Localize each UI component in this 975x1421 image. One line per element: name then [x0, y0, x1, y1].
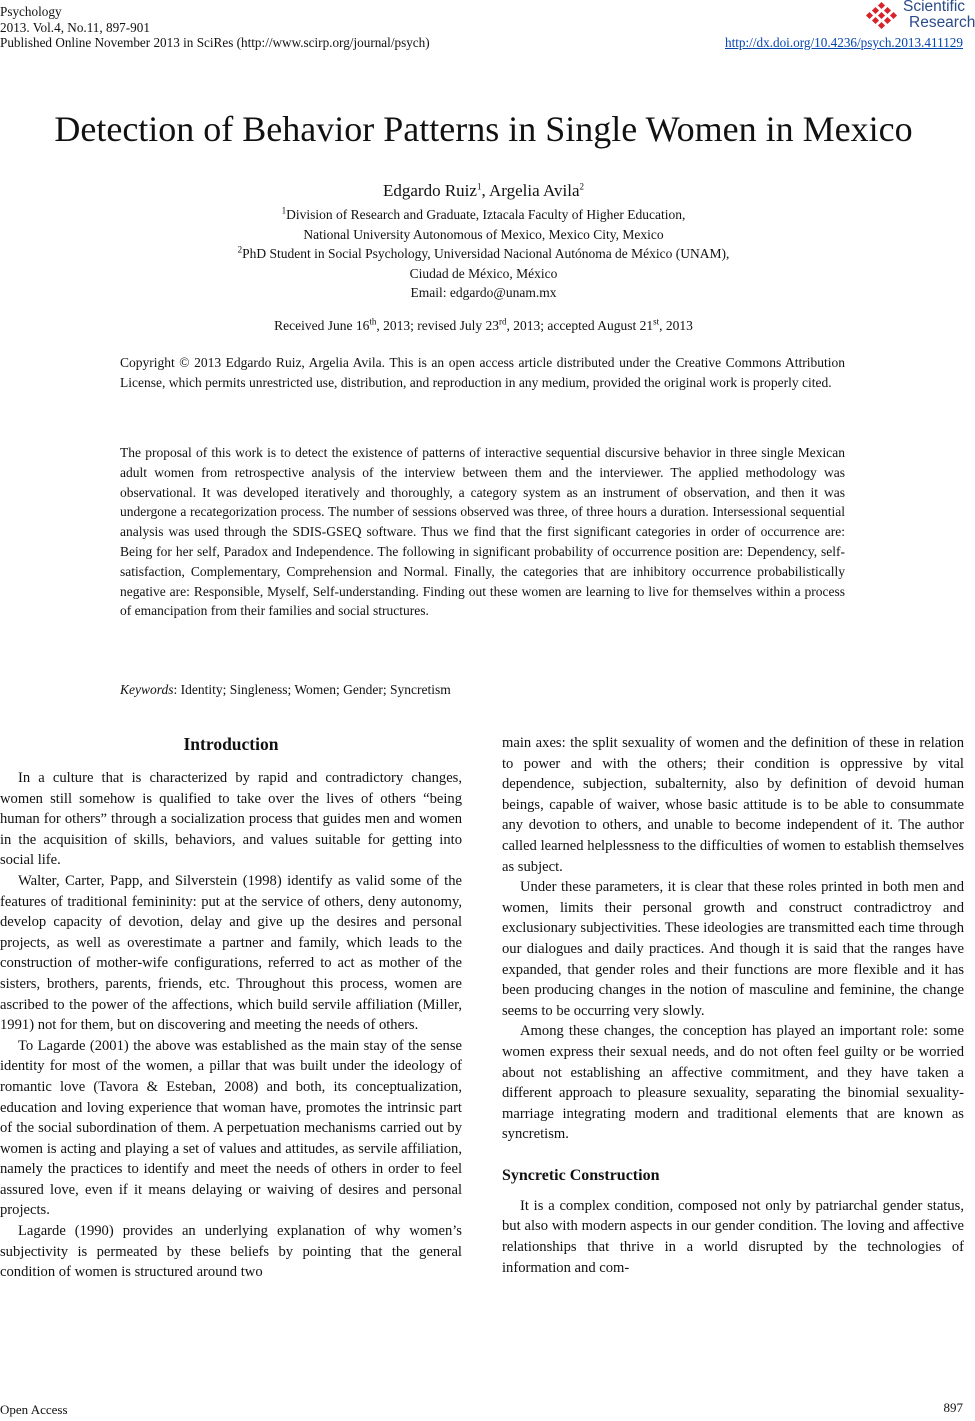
- body-paragraph: To Lagarde (2001) the above was established as the main stay of the sense identity for most of the women, a pillar that was built under the ideology of romantic love (Tavora & Esteban, 2008) and both, its conceptualization, education and loving experience that woman have, promotes the intrinsic part of the social subordination of them. A perpetuation mechanisms carried out by women is acting and playing a set of values and attitudes, as servile affiliation, namely the practices to identify and meet the needs of others in order to feel assured love, even if it means delaying or waiving of desires and personal projects.: [0, 1037, 462, 1219]
- body-paragraph: In a culture that is characterized by rapid and contradictory changes, women still somehow is qualified to take over the lives of others “being human for others” through a socialization process that guides men and women in the acquisition of skills, behaviors, and values suitable for getting into social life.: [0, 770, 462, 869]
- body-paragraph: Under these parameters, it is clear that these roles printed in both men and women, limits their personal growth and construct contradictroy and exclusionary subjectivities. These ideologies are transmitted each time through our dialogues and daily practices. And though it is said that the ranges have expanded, that gender roles and their functions are more flexible and it has been producing changes in the notion of masculine and feminine, the change seems to be occurring very slowly.: [502, 879, 964, 1019]
- body-paragraph: Among these changes, the conception has played an important role: some women express their sexual needs, and do not often feel guilty or be worried about not establishing an affective commitment, and they have taken a different approach to pleasure sexuality, separating the binomial sexuality-marriage integrating modern and traditional elements that are known as syncretism.: [502, 1023, 964, 1143]
- affiliation-marker: 1: [476, 181, 482, 192]
- section-heading-syncretic-construction: Syncretic Construction: [502, 1166, 660, 1184]
- logo-wordmark: [903, 0, 975, 31]
- date-suffix: rd: [498, 316, 507, 327]
- revised-date: , 2013; revised July 23: [376, 318, 499, 333]
- journal-name: Psychology: [0, 4, 62, 19]
- affiliation-marker: 2: [579, 181, 584, 192]
- affiliation-marker: 1: [281, 205, 287, 216]
- body-paragraph: Lagarde (1990) provides an underlying explanation of why women’s subjectivity is permeated by these beliefs by pointing that the general condition of women is structured around two: [0, 1223, 462, 1281]
- affiliation-line: National University Autonomous of Mexico, Mexico City, Mexico: [303, 226, 664, 242]
- affiliation-line: PhD Student in Social Psychology, Universidad Nacional Autónoma de México (UNAM),: [242, 246, 730, 261]
- footer-open-access: Open Access: [0, 1402, 68, 1417]
- scientific-research-logo-icon: [865, 2, 899, 32]
- date-suffix: th: [369, 316, 377, 327]
- author-name: Argelia Avila: [489, 181, 580, 200]
- journal-volume: 2013. Vol.4, No.11, 897-901: [0, 19, 150, 35]
- date-suffix: st: [653, 316, 660, 327]
- section-heading-introduction: Introduction: [183, 734, 279, 754]
- affiliation-marker: 2: [237, 244, 243, 255]
- logo-line-1: Scientific: [903, 0, 966, 15]
- keywords-label: Keywords: [120, 682, 174, 697]
- left-column: [0, 733, 462, 1283]
- running-header: [0, 4, 430, 51]
- publication-info: Published Online November 2013 in SciRes (http://www.scirp.org/journal/psych): [0, 35, 430, 50]
- author-name: Edgardo Ruiz: [382, 181, 477, 200]
- doi-link[interactable]: http://dx.doi.org/10.4236/psych.2013.411129: [725, 35, 963, 50]
- body-paragraph: main axes: the split sexuality of women and the definition of these in relation to power and with the others; their condition is oppressive by vital dependence, subjection, subalternity, also by definition of devoid human beings, capable of waiver, whose basic attitude is to be able to consummate any devotion to others, and unable to become independent of it. The author called learned helplessness to the difficulties of women to establish themselves as subject.: [502, 735, 964, 875]
- author-separator: ,: [481, 181, 489, 200]
- logo-line-2: Research: [909, 14, 975, 31]
- copyright-notice: Copyright © 2013 Edgardo Ruiz, Argelia Avila. This is an open access article distributed under the Creative Commons Attribution License, which permits unrestricted use, distribution, and reproduction in any medium, provided the original work is properly cited.: [120, 355, 845, 390]
- submission-dates: [0, 318, 967, 334]
- right-column: [502, 733, 964, 1278]
- affiliation-line: Ciudad de México, México: [409, 265, 558, 281]
- received-date: Received June 16: [274, 318, 370, 333]
- author-list: [0, 181, 967, 201]
- affiliations: [0, 205, 967, 303]
- keywords-list: : Identity; Singleness; Women; Gender; Syncretism: [173, 682, 451, 697]
- article-title: Detection of Behavior Patterns in Single Women in Mexico: [54, 109, 913, 149]
- date-year: , 2013: [659, 318, 693, 333]
- page-number: 897: [943, 1400, 963, 1415]
- body-paragraph: Walter, Carter, Papp, and Silverstein (1998) identify as valid some of the features of traditional femininity: put at the service of others, deny autonomy, develop capacity of devotion, delay and give up the desires and personal projects, as well as overestimate a partner and family, which leads to the construction of mother-wife configurations, referred to act as mother of the sisters, brothers, parents, friends, etc. Throughout this process, women are ascribed to the power of the affections, which build servile affiliation (Miller, 1991) not for them, but on discovering and meeting the needs of others.: [0, 872, 462, 1034]
- abstract: The proposal of this work is to detect the existence of patterns of interactive sequential discursive behavior in three single Mexican adult women from retrospective analysis of the interview between them and the interviewer. The applied methodology was observational. It was developed iteratively and thoroughly, a category system as an instrument of observation, and then it was undergone a recategorization process. The number of sessions observed was three, of three hours a duration. Intersessional sequential analysis was used through the SDIS-GSEQ software. Thus we find that the first significant categories in order of occurrence are: Being for her self, Paradox and Independence. The following in significant probability of occurrence position are: Dependency, self-satisfaction, Complementary, Comprehension and Normal. Finally, the categories that are inhibitory occurrence probabilistically negative are: Responsible, Myself, Self-understanding. Finding out these women are learning to live for themselves within a process of emancipation from their families and social structures.: [120, 445, 845, 619]
- contact-email: Email: edgardo@unam.mx: [410, 285, 557, 300]
- keywords: [120, 680, 845, 699]
- accepted-date: , 2013; accepted August 21: [506, 318, 654, 333]
- body-paragraph: It is a complex condition, composed not only by patriarchal gender status, but also with modern aspects in our gender condition. The loving and affective relationships that thrive in a world disrupted by the technologies of information and com-: [502, 1197, 964, 1276]
- publisher-logo: [865, 0, 975, 36]
- affiliation-line: Division of Research and Graduate, Iztacala Faculty of Higher Education,: [286, 207, 686, 222]
